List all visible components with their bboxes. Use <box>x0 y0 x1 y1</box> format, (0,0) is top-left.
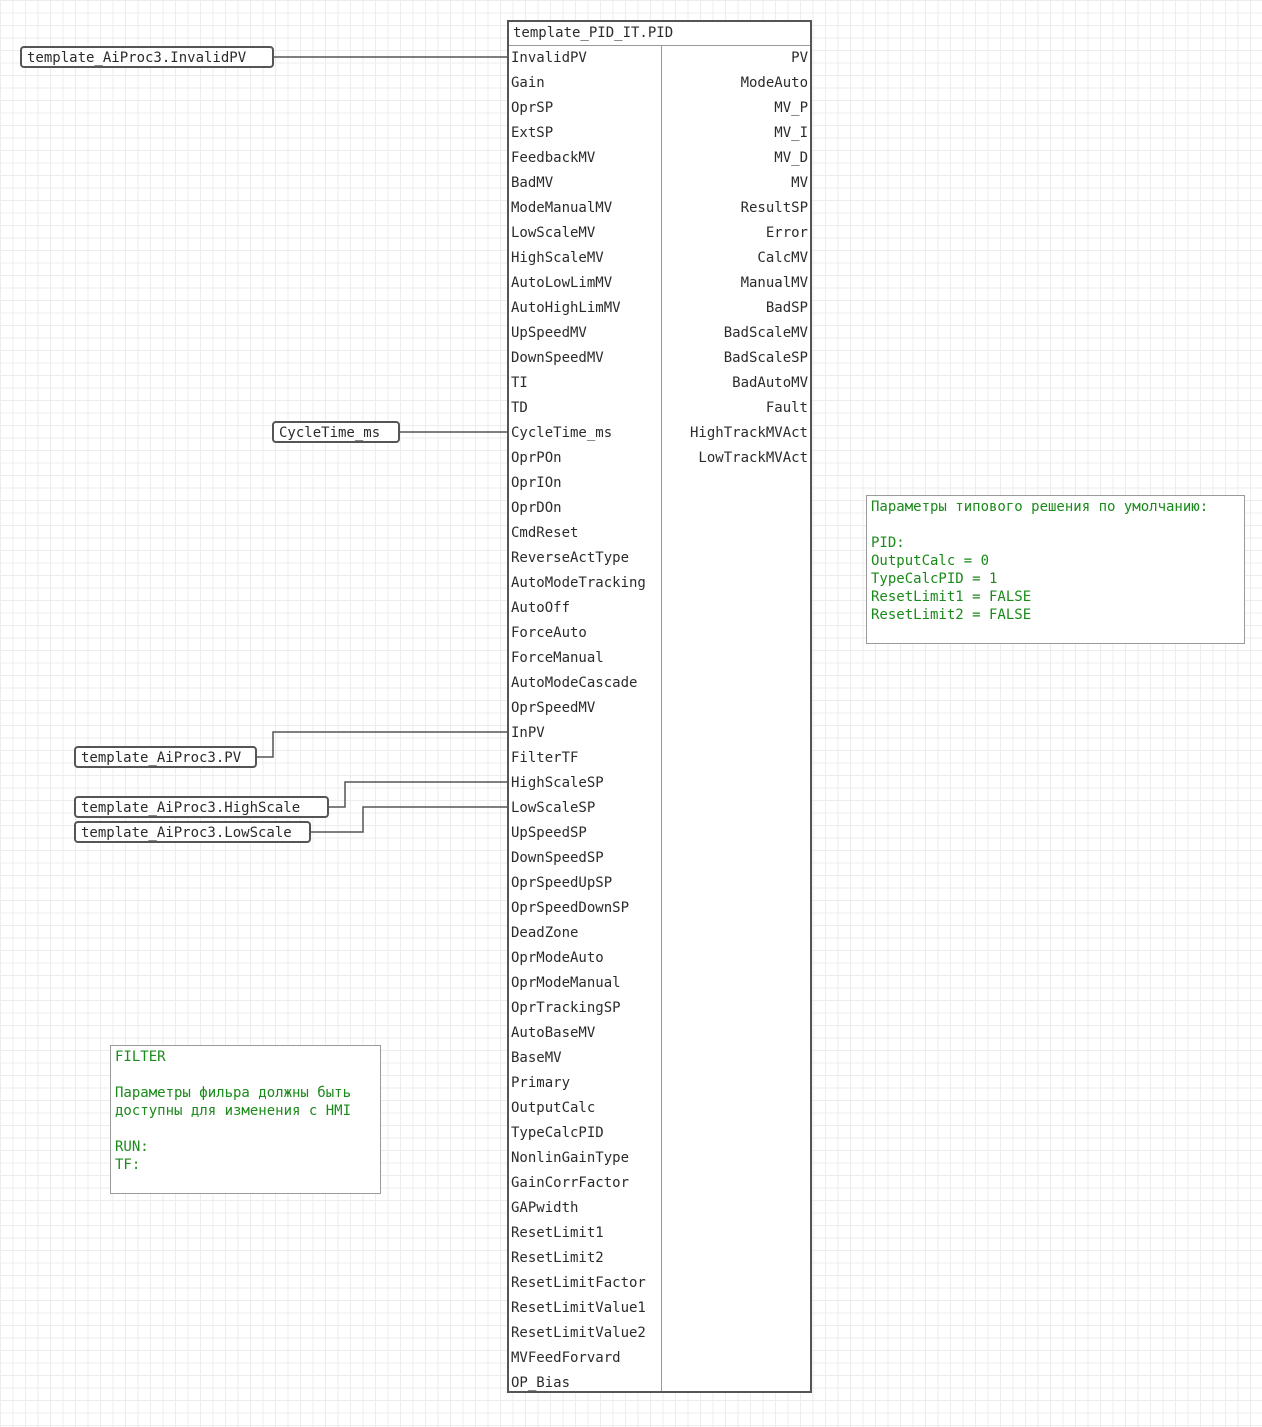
input-pin-automodecascade[interactable]: AutoModeCascade <box>511 675 638 691</box>
input-pin-extsp[interactable]: ExtSP <box>511 125 554 141</box>
variable-label: template_AiProc3.LowScale <box>81 825 292 841</box>
input-pin-oprtrackingsp[interactable]: OprTrackingSP <box>511 1000 621 1016</box>
input-pin-gaincorrfactor[interactable]: GainCorrFactor <box>511 1175 630 1191</box>
variable-label: template_AiProc3.PV <box>81 750 242 766</box>
wire-lowscale[interactable] <box>310 807 507 832</box>
variable-cycletime[interactable] <box>272 421 400 443</box>
input-pin-mvfeedforvard[interactable]: MVFeedForvard <box>511 1350 621 1366</box>
input-pin-autohighlimmv[interactable]: AutoHighLimMV <box>511 300 621 316</box>
input-pin-badmv[interactable]: BadMV <box>511 175 554 191</box>
input-pin-oprmodemanual[interactable]: OprModeManual <box>511 975 621 991</box>
output-pin-mv[interactable]: MV <box>791 175 808 191</box>
comment-line <box>115 1066 376 1084</box>
input-pin-resetlimitvalue2[interactable]: ResetLimitValue2 <box>511 1325 646 1341</box>
output-pin-manualmv[interactable]: ManualMV <box>740 275 808 291</box>
input-pin-downspeedmv[interactable]: DownSpeedMV <box>511 350 604 366</box>
input-pin-autobasemv[interactable]: AutoBaseMV <box>511 1025 596 1041</box>
comment-line: ResetLimit1 = FALSE <box>871 589 1032 605</box>
input-pin-primary[interactable]: Primary <box>511 1075 571 1091</box>
input-pin-resetlimitvalue1[interactable]: ResetLimitValue1 <box>511 1300 646 1316</box>
output-pin-badscalemv[interactable]: BadScaleMV <box>723 325 808 341</box>
input-pin-upspeedmv[interactable]: UpSpeedMV <box>511 325 587 341</box>
input-pin-autolowlimmv[interactable]: AutoLowLimMV <box>511 275 613 291</box>
input-pin-upspeedsp[interactable]: UpSpeedSP <box>511 825 587 841</box>
input-pin-highscalesp[interactable]: HighScaleSP <box>511 775 604 791</box>
input-pin-deadzone[interactable]: DeadZone <box>511 925 579 941</box>
input-pin-cmdreset[interactable]: CmdReset <box>511 525 579 541</box>
input-pin-oprsp[interactable]: OprSP <box>511 100 554 116</box>
input-pin-autooff[interactable]: AutoOff <box>511 600 571 616</box>
input-pin-oprpon[interactable]: OprPOn <box>511 450 562 466</box>
comment-line: OutputCalc = 0 <box>871 553 990 569</box>
input-pin-reverseacttype[interactable]: ReverseActType <box>511 550 630 566</box>
block-title: template_PID_IT.PID <box>509 22 810 46</box>
output-pin-mv_p[interactable]: MV_P <box>774 100 808 116</box>
wire-pv[interactable] <box>256 732 507 757</box>
comment-line <box>871 516 1240 534</box>
input-pin-nonlingaintype[interactable]: NonlinGainType <box>511 1150 630 1166</box>
input-pin-forceauto[interactable]: ForceAuto <box>511 625 587 641</box>
input-pin-op_bias[interactable]: OP_Bias <box>511 1375 571 1391</box>
defaults-comment[interactable] <box>866 495 1245 644</box>
pid-function-block[interactable] <box>507 20 812 1393</box>
input-pin-resetlimitfactor[interactable]: ResetLimitFactor <box>511 1275 646 1291</box>
input-pin-oprion[interactable]: OprIOn <box>511 475 562 491</box>
output-pin-mv_i[interactable]: MV_I <box>774 125 808 141</box>
output-pin-pv[interactable]: PV <box>791 50 808 66</box>
input-pin-cycletime_ms[interactable]: CycleTime_ms <box>511 425 613 441</box>
variable-label: template_AiProc3.InvalidPV <box>27 50 247 66</box>
variable-label: CycleTime_ms <box>279 425 381 441</box>
input-pin-inpv[interactable]: InPV <box>511 725 545 741</box>
comment-line: RUN: <box>115 1139 149 1155</box>
variable-invalidpv[interactable] <box>20 46 274 68</box>
input-pin-lowscalesp[interactable]: LowScaleSP <box>511 800 596 816</box>
output-pin-hightrackmvact[interactable]: HighTrackMVAct <box>689 425 808 441</box>
input-pin-oprspeeddownsp[interactable]: OprSpeedDownSP <box>511 900 630 916</box>
comment-line: PID: <box>871 535 905 551</box>
input-pin-ti[interactable]: TI <box>511 375 528 391</box>
output-pin-error[interactable]: Error <box>765 225 808 241</box>
comment-line: ResetLimit2 = FALSE <box>871 607 1032 623</box>
output-pin-mv_d[interactable]: MV_D <box>774 150 808 166</box>
output-pin-lowtrackmvact[interactable]: LowTrackMVAct <box>698 450 808 466</box>
comment-line <box>115 1120 376 1138</box>
wire-highscale[interactable] <box>328 782 507 807</box>
comment-line: Параметры фильра должны быть <box>115 1085 352 1101</box>
output-pin-modeauto[interactable]: ModeAuto <box>740 75 808 91</box>
input-pin-oprspeedmv[interactable]: OprSpeedMV <box>511 700 596 716</box>
input-pin-lowscalemv[interactable]: LowScaleMV <box>511 225 596 241</box>
comment-line: Параметры типового решения по умолчанию: <box>871 499 1209 515</box>
input-pin-oprspeedupsp[interactable]: OprSpeedUpSP <box>511 875 613 891</box>
variable-highscale[interactable] <box>74 796 329 818</box>
input-pin-invalidpv[interactable]: InvalidPV <box>511 50 587 66</box>
input-pin-basemv[interactable]: BaseMV <box>511 1050 562 1066</box>
output-pin-badautomv[interactable]: BadAutoMV <box>732 375 808 391</box>
output-pin-calcmv[interactable]: CalcMV <box>757 250 808 266</box>
input-pin-filtertf[interactable]: FilterTF <box>511 750 579 766</box>
input-pin-outputcalc[interactable]: OutputCalc <box>511 1100 596 1116</box>
output-pin-resultsp[interactable]: ResultSP <box>740 200 808 216</box>
comment-text <box>115 1048 376 1174</box>
variable-lowscale[interactable] <box>74 821 311 843</box>
input-pin-typecalcpid[interactable]: TypeCalcPID <box>511 1125 604 1141</box>
comment-line: доступны для изменения с HMI <box>115 1103 352 1119</box>
input-pin-highscalemv[interactable]: HighScaleMV <box>511 250 604 266</box>
input-pin-oprmodeauto[interactable]: OprModeAuto <box>511 950 604 966</box>
variable-pv[interactable] <box>74 746 257 768</box>
output-pin-badsp[interactable]: BadSP <box>765 300 808 316</box>
input-pin-forcemanual[interactable]: ForceManual <box>511 650 604 666</box>
output-pin-fault[interactable]: Fault <box>765 400 808 416</box>
input-pin-gain[interactable]: Gain <box>511 75 545 91</box>
input-pin-td[interactable]: TD <box>511 400 528 416</box>
block-divider <box>661 45 662 1391</box>
output-pin-badscalesp[interactable]: BadScaleSP <box>723 350 808 366</box>
input-pin-feedbackmv[interactable]: FeedbackMV <box>511 150 596 166</box>
variable-label: template_AiProc3.HighScale <box>81 800 301 816</box>
input-pin-oprdon[interactable]: OprDOn <box>511 500 562 516</box>
comment-text <box>871 498 1240 624</box>
input-pin-resetlimit1[interactable]: ResetLimit1 <box>511 1225 604 1241</box>
comment-line: TF: <box>115 1157 141 1173</box>
input-pin-automodetracking[interactable]: AutoModeTracking <box>511 575 646 591</box>
comment-line: FILTER <box>115 1049 166 1065</box>
input-pin-downspeedsp[interactable]: DownSpeedSP <box>511 850 604 866</box>
input-pin-modemanualmv[interactable]: ModeManualMV <box>511 200 613 216</box>
filter-comment[interactable] <box>110 1045 381 1194</box>
comment-line: TypeCalcPID = 1 <box>871 571 998 587</box>
input-pin-resetlimit2[interactable]: ResetLimit2 <box>511 1250 604 1266</box>
input-pin-gapwidth[interactable]: GAPwidth <box>511 1200 579 1216</box>
